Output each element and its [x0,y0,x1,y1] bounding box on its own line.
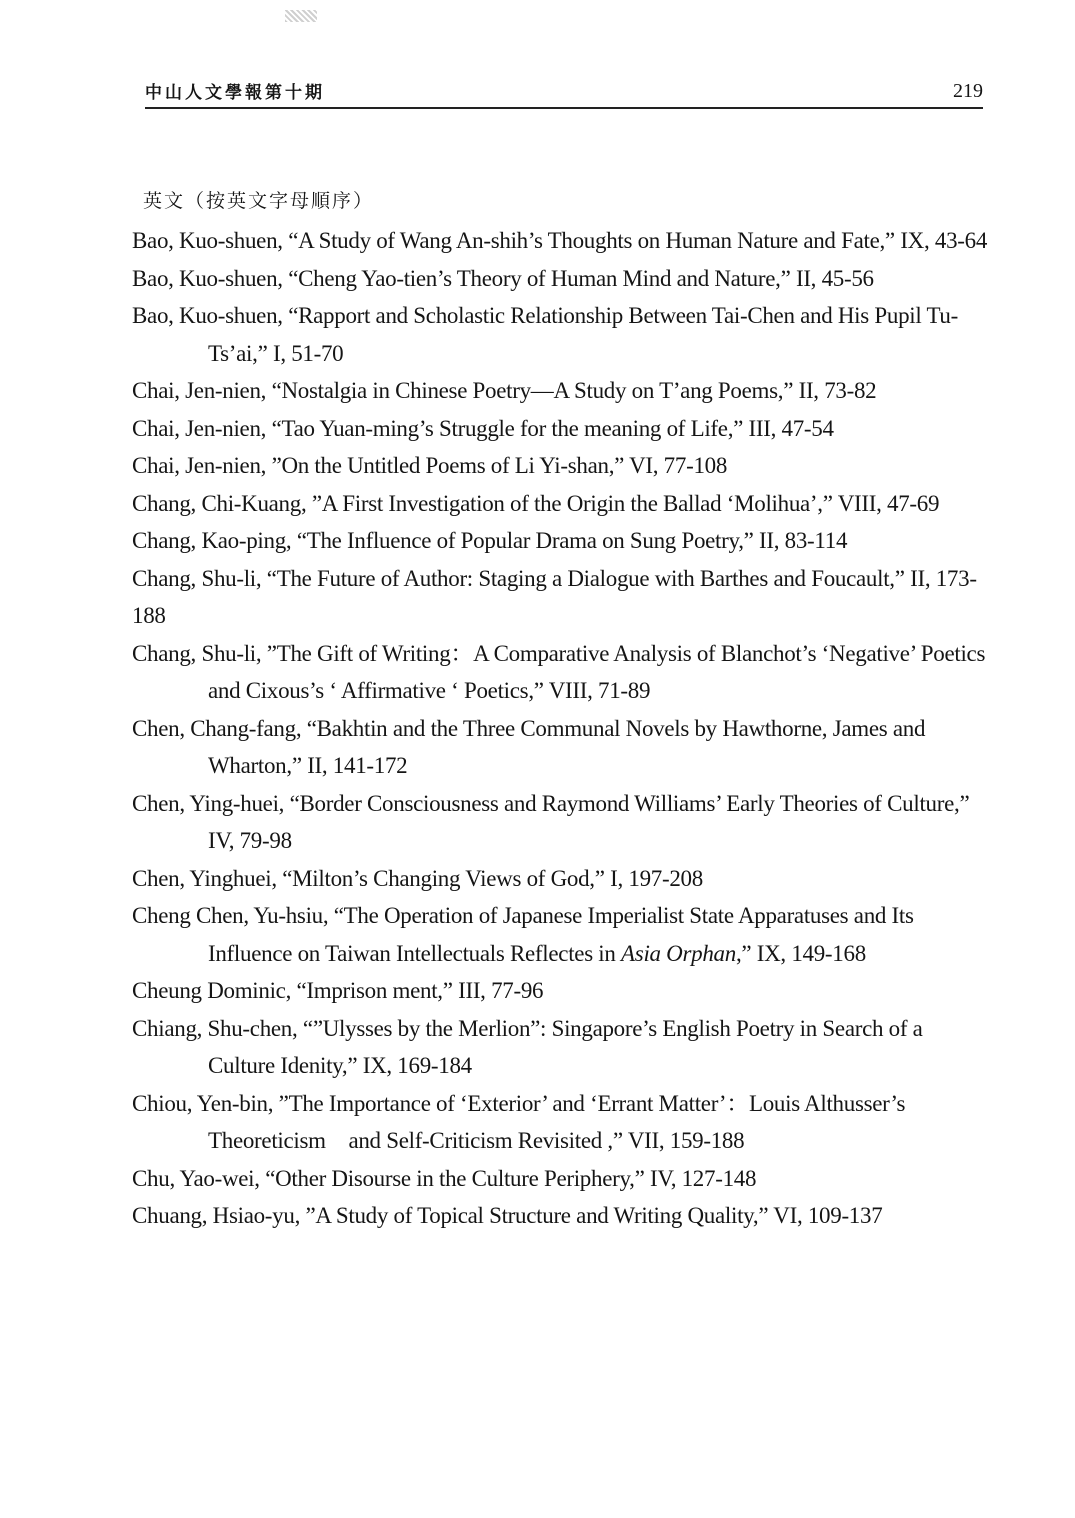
bibliography-list [132,222,992,1235]
bibliography-entry: Chiang, Shu-chen, “”Ulysses by the Merlion”: Singapore’s English Poetry in Search of a Culture Idenity,” IX, 169-184 [132,1015,923,1078]
scan-artifact [285,10,317,22]
bibliography-entry: Chai, Jen-nien, ”On the Untitled Poems of Li Yi-shan,” VI, 77-108 [132,453,728,478]
bibliography-entry: Chang, Shu-li, “The Future of Author: Staging a Dialogue with Barthes and Foucault,” II, 173-188 [132,565,977,628]
bibliography-entry: Bao, Kuo-shuen, “A Study of Wang An-shih’s Thoughts on Human Nature and Fate,” IX, 43-64 [132,228,988,253]
header-rule [145,107,983,109]
bibliography-entry: Chang, Kao-ping, “The Influence of Popular Drama on Sung Poetry,” II, 83-114 [132,528,848,553]
bibliography-entry: Chen, Ying-huei, “Border Consciousness and Raymond Williams’ Early Theories of Culture,” IV, 79-98 [132,790,970,853]
journal-title: 中山人文學報第十期 [145,83,325,103]
bibliography-entry: Bao, Kuo-shuen, “Rapport and Scholastic Relationship Between Tai-Chen and His Pupil Tu-Ts’ai,” I, 51-70 [132,303,958,366]
bibliography-entry: Chuang, Hsiao-yu, ”A Study of Topical Structure and Writing Quality,” VI, 109-137 [132,1203,883,1228]
bibliography-entry: Bao, Kuo-shuen, “Cheng Yao-tien’s Theory of Human Mind and Nature,” II, 45-56 [132,265,874,291]
section-heading: 英文（按英文字母順序） [143,190,375,212]
bibliography-entry: Chai, Jen-nien, “Nostalgia in Chinese Poetry—A Study on T’ang Poems,” II, 73-82 [132,378,877,403]
bibliography-entry: Chiou, Yen-bin, ”The Importance of ‘Exterior’ and ‘Errant Matter’：Louis Althusser’s Theoreticism and Self-Criticism Revisited ,” VII, 159-188 [132,1090,906,1153]
bibliography-entry: Cheung Dominic, “Imprison ment,” III, 77-96 [132,978,544,1003]
bibliography-entry: Chai, Jen-nien, “Tao Yuan-ming’s Struggle for the meaning of Life,” III, 47-54 [132,415,834,441]
bibliography-entry: Chen, Chang-fang, “Bakhtin and the Three Communal Novels by Hawthorne, James and Wharton,” II, 141-172 [132,715,926,778]
bibliography-entry: Chang, Shu-li, ”The Gift of Writing：A Comparative Analysis of Blanchot’s ‘Negative’ Poetics and Cixous’s ‘ Affirmative ‘ Poetics,” VIII, 71-89 [132,640,986,703]
page-number: 219 [953,80,983,102]
bibliography-entry: Chu, Yao-wei, “Other Disourse in the Culture Periphery,” IV, 127-148 [132,1165,757,1191]
italic-title: Asia Orphan [621,940,736,966]
bibliography-entry: Chen, Yinghuei, “Milton’s Changing Views of God,” I, 197-208 [132,865,703,891]
bibliography-entry: Cheng Chen, Yu-hsiu, “The Operation of Japanese Imperialist State Apparatuses and Its Influence on Taiwan Intellectuals Reflectes in Asia Orphan,” IX, 149-168 [132,903,914,966]
running-header [145,78,987,106]
bibliography-entry: Chang, Chi-Kuang, ”A First Investigation of the Origin the Ballad ‘Molihua’,” VIII, 47-69 [132,490,940,516]
